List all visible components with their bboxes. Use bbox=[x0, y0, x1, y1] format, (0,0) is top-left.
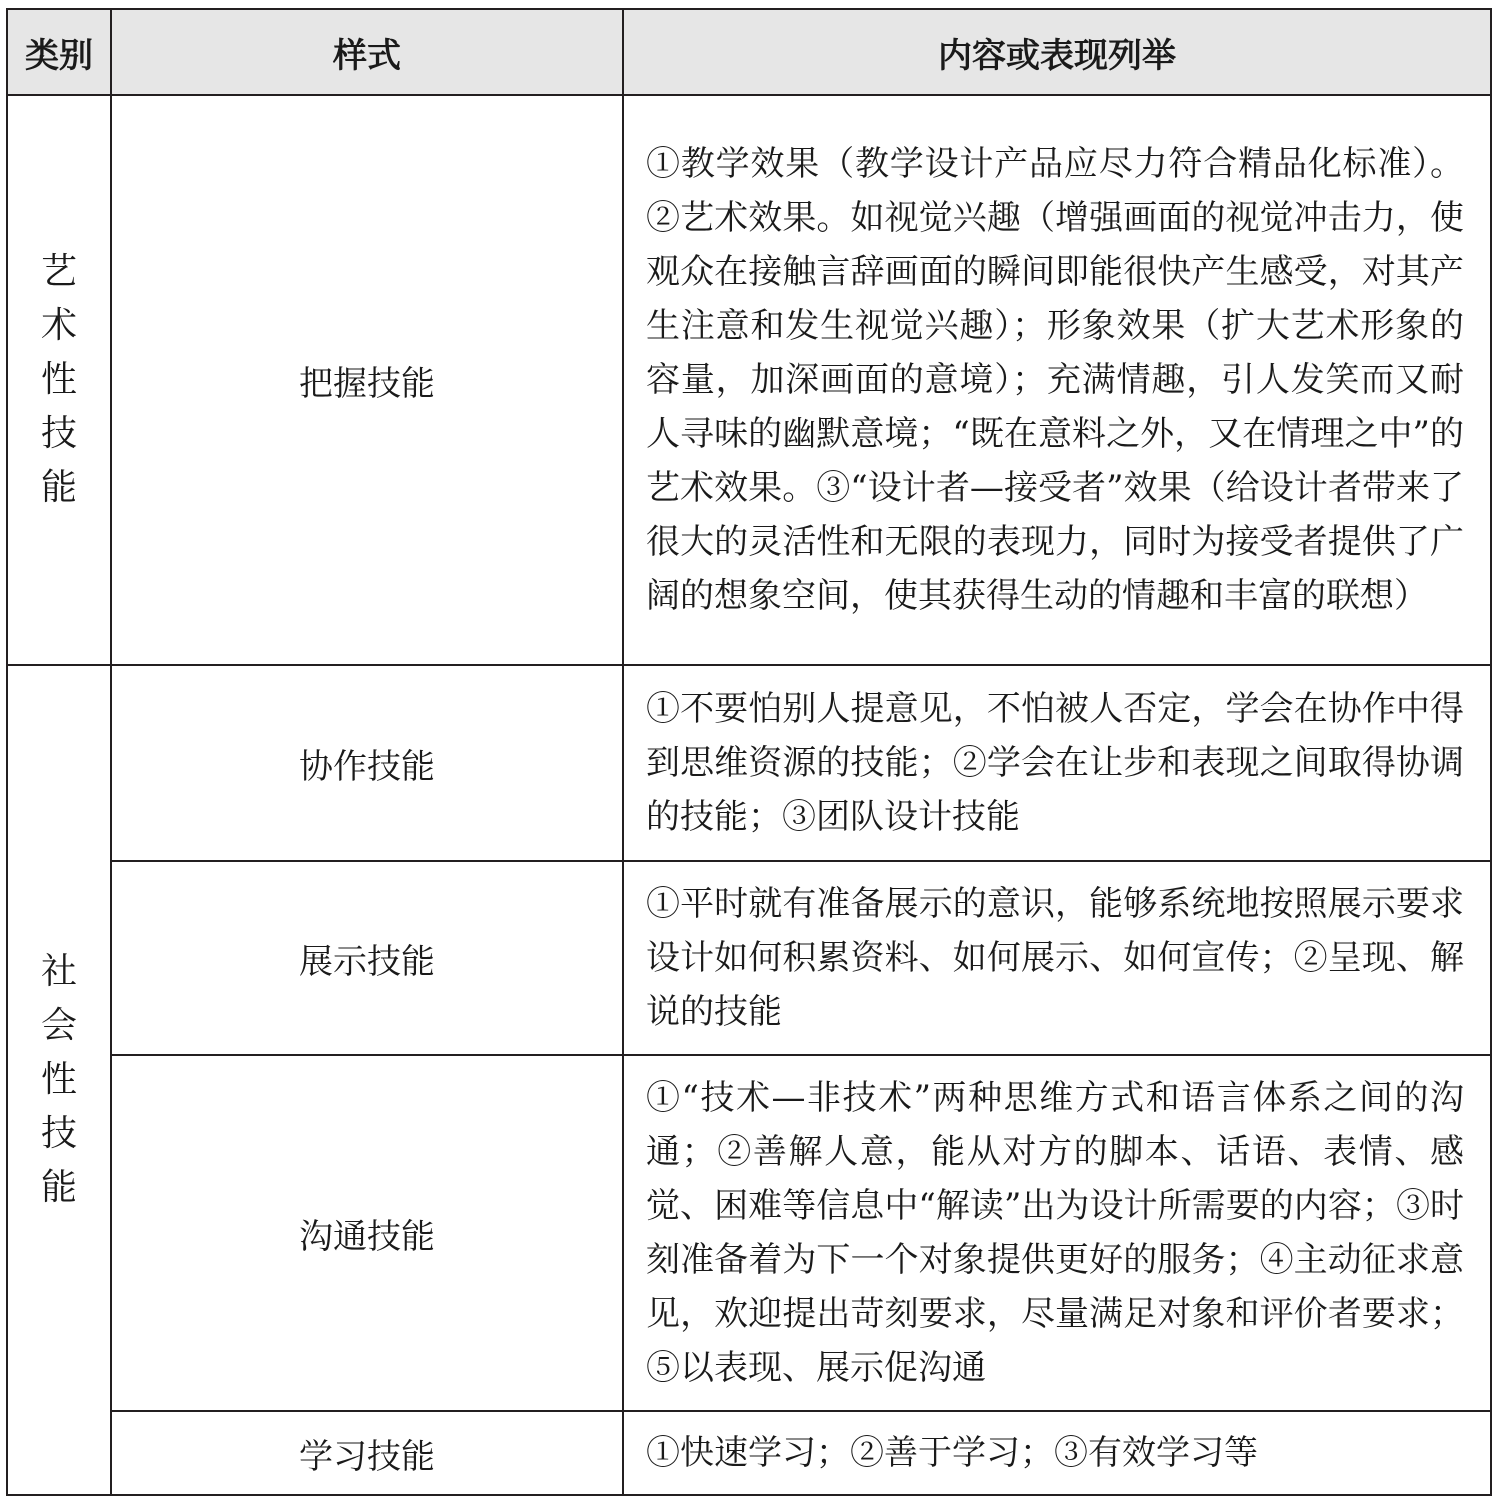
category-social: 社会性技能 bbox=[7, 665, 111, 1495]
header-style: 样式 bbox=[111, 9, 623, 95]
style-cell: 把握技能 bbox=[111, 95, 623, 665]
table-row bbox=[7, 1411, 1491, 1495]
style-cell: 沟通技能 bbox=[111, 1055, 623, 1411]
table-row bbox=[7, 861, 1491, 1055]
content-cell: ①不要怕别人提意见，不怕被人否定，学会在协作中得到思维资源的技能；②学会在让步和表现之间取得协调的技能；③团队设计技能 bbox=[623, 665, 1491, 861]
skills-table bbox=[6, 8, 1492, 1496]
table-row bbox=[7, 1055, 1491, 1411]
table-row bbox=[7, 95, 1491, 665]
content-cell: ①“技术—非技术”两种思维方式和语言体系之间的沟通；②善解人意，能从对方的脚本、话语、表情、感觉、困难等信息中“解读”出为设计所需要的内容；③时刻准备着为下一个对象提供更好的服务；④主动征求意见，欢迎提出苛刻要求，尽量满足对象和评价者要求；⑤以表现、展示促沟通 bbox=[623, 1055, 1491, 1411]
header-category: 类别 bbox=[7, 9, 111, 95]
content-cell: ①教学效果（教学设计产品应尽力符合精品化标准）。②艺术效果。如视觉兴趣（增强画面的视觉冲击力，使观众在接触言辞画面的瞬间即能很快产生感受，对其产生注意和发生视觉兴趣）；形象效果（扩大艺术形象的容量，加深画面的意境）；充满情趣，引人发笑而又耐人寻味的幽默意境；“既在意料之外，又在情理之中”的艺术效果。③“设计者—接受者”效果（给设计者带来了很大的灵活性和无限的表现力，同时为接受者提供了广阔的想象空间，使其获得生动的情趣和丰富的联想） bbox=[623, 95, 1491, 665]
category-artistic: 艺术性技能 bbox=[7, 95, 111, 665]
style-cell: 协作技能 bbox=[111, 665, 623, 861]
content-cell: ①平时就有准备展示的意识，能够系统地按照展示要求设计如何积累资料、如何展示、如何宣传；②呈现、解说的技能 bbox=[623, 861, 1491, 1055]
content-cell: ①快速学习；②善于学习；③有效学习等 bbox=[623, 1411, 1491, 1495]
header-content: 内容或表现列举 bbox=[623, 9, 1491, 95]
header-row bbox=[7, 9, 1491, 95]
table-row bbox=[7, 665, 1491, 861]
style-cell: 展示技能 bbox=[111, 861, 623, 1055]
style-cell: 学习技能 bbox=[111, 1411, 623, 1495]
